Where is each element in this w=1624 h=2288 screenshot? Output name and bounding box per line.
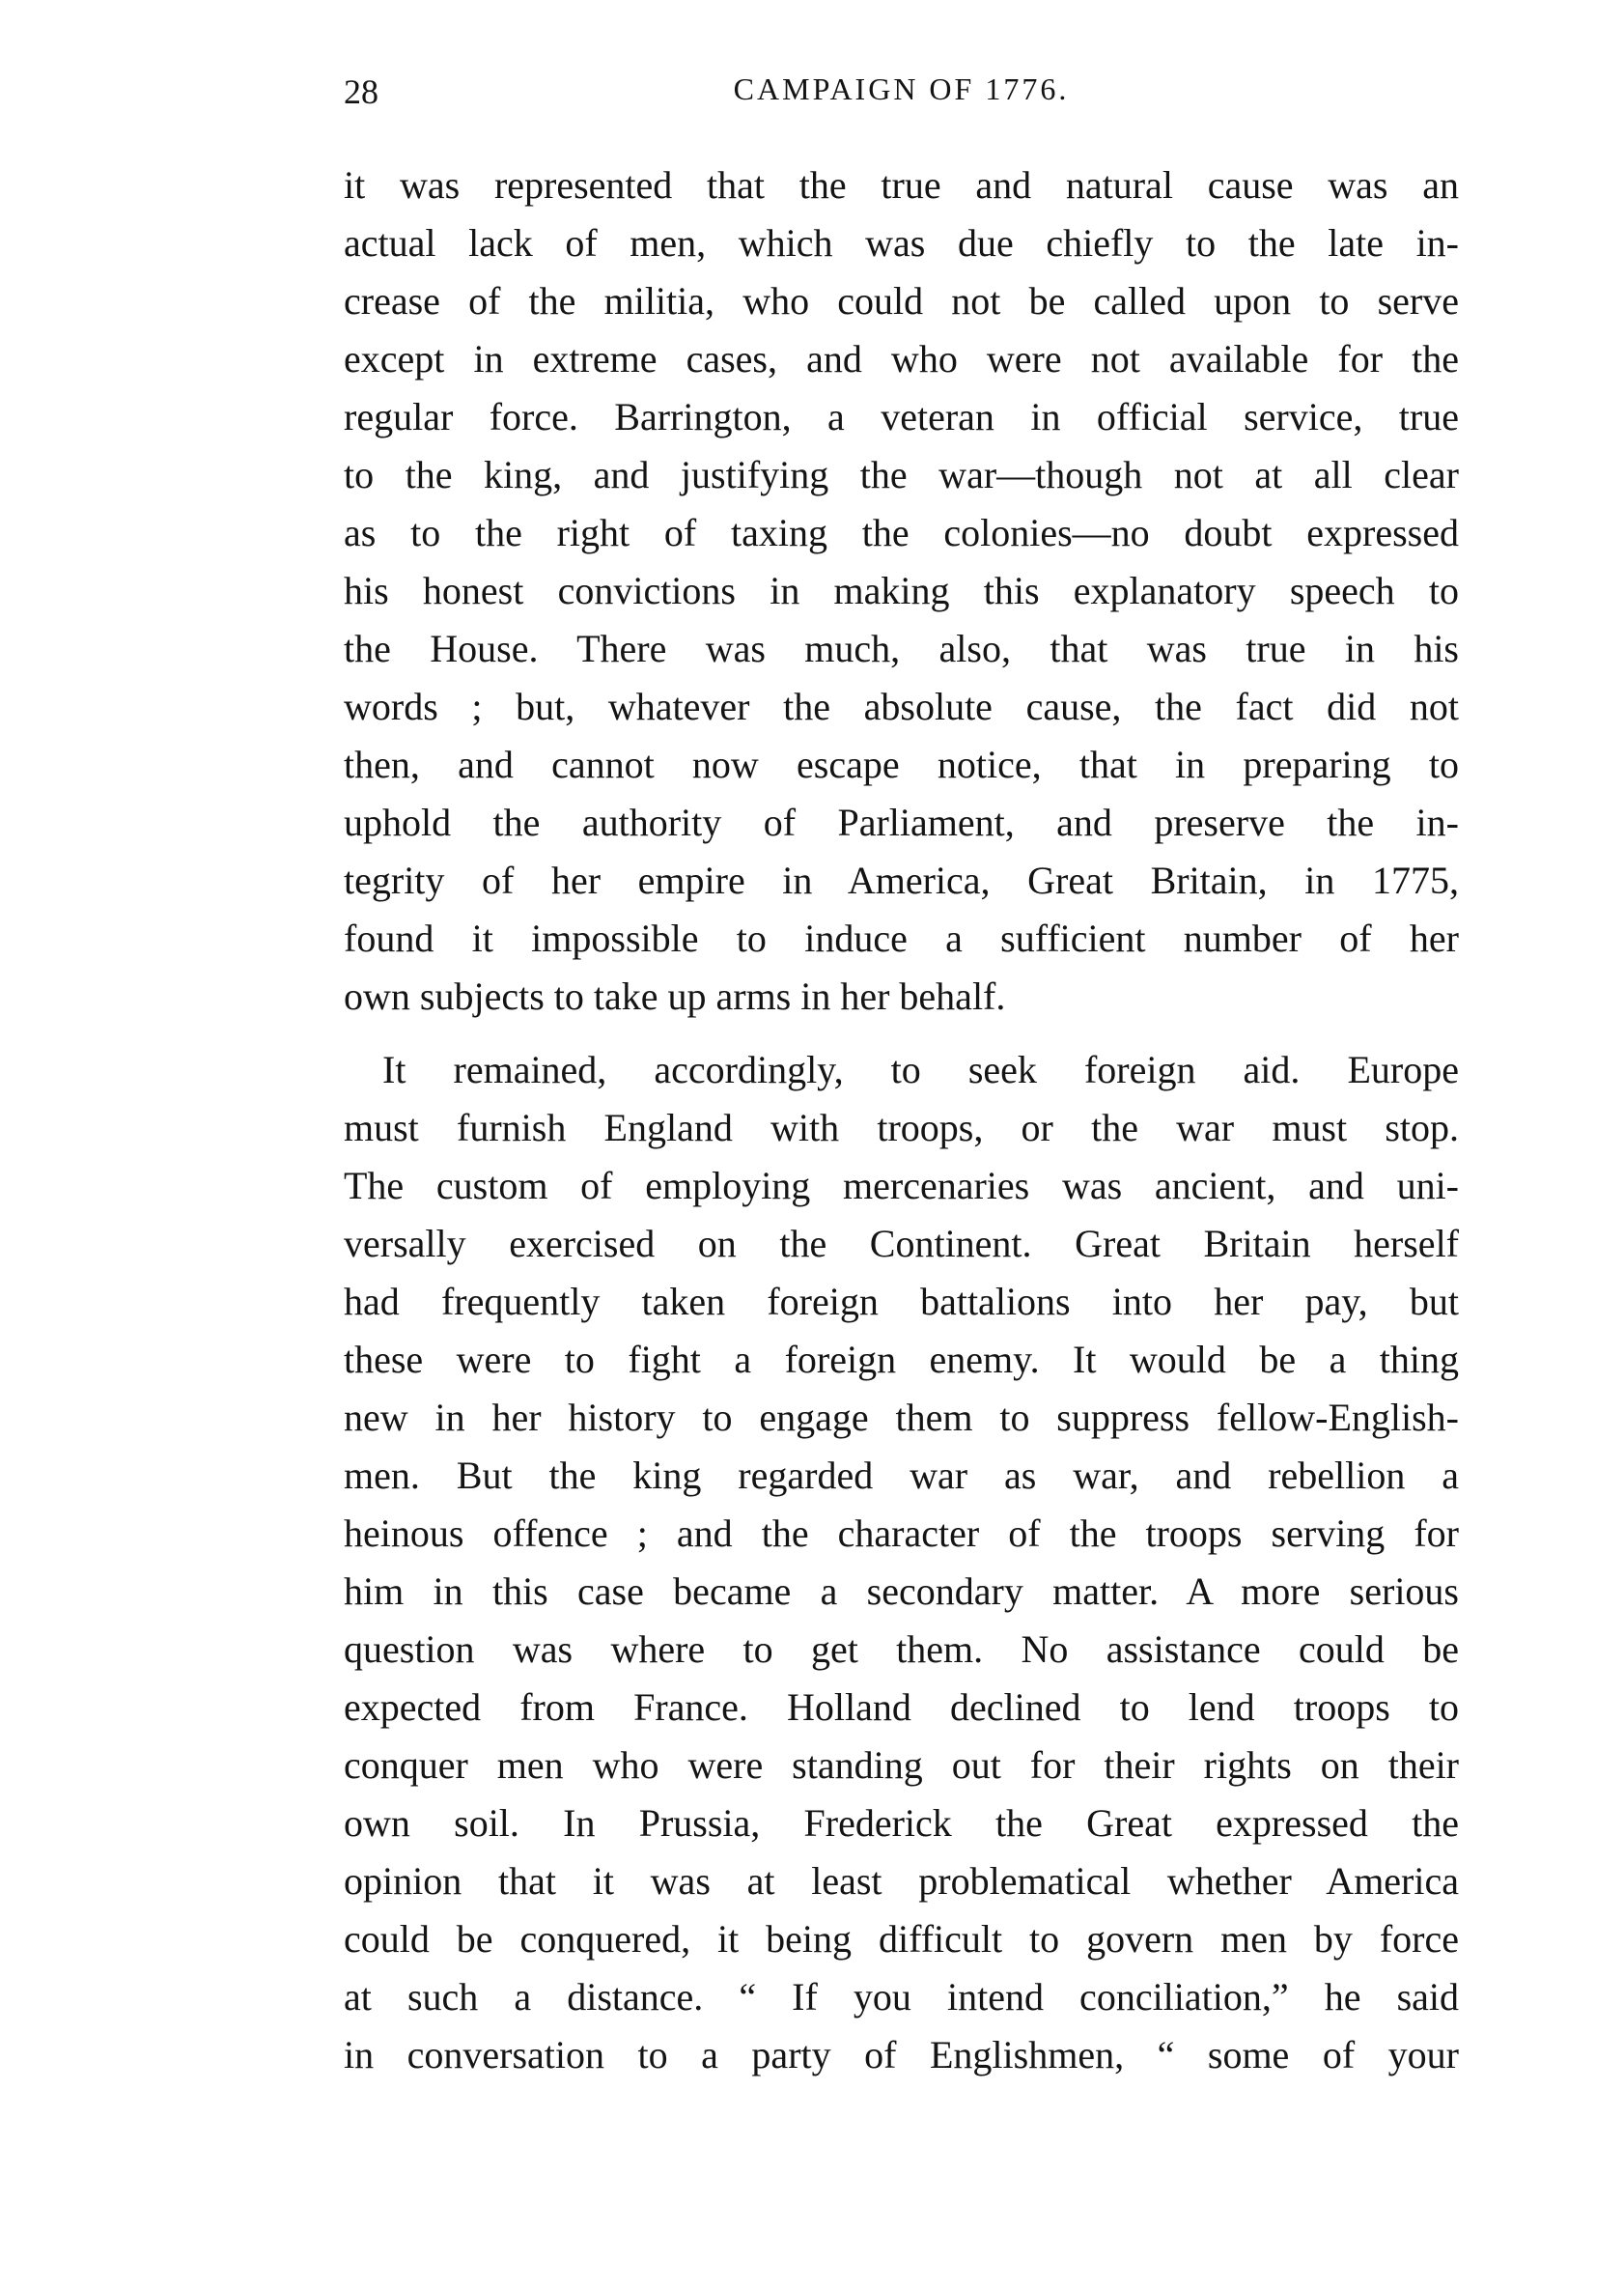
text-line: The custom of employing mercenaries was ancient, and uni-	[344, 1164, 1459, 1207]
text-line: new in her history to engage them to suppress fellow-English-	[344, 1396, 1459, 1439]
text-line: question was where to get them. No assistance could be	[344, 1627, 1459, 1671]
text-line: crease of the militia, who could not be called upon to serve	[344, 279, 1459, 323]
text-line: had frequently taken foreign battalions into her pay, but	[344, 1280, 1459, 1323]
text-line: actual lack of men, which was due chiefly to the late in-	[344, 221, 1459, 265]
text-line: his honest convictions in making this explanatory speech to	[344, 569, 1459, 612]
text-line: expected from France. Holland declined to lend troops to	[344, 1685, 1459, 1729]
text-line: words ; but, whatever the absolute cause, the fact did not	[344, 685, 1459, 728]
text-line: heinous offence ; and the character of the troops serving for	[344, 1511, 1459, 1555]
text-line: own subjects to take up arms in her behalf.	[344, 975, 1006, 1018]
text-line: regular force. Barrington, a veteran in official service, true	[344, 395, 1459, 438]
text-line: opinion that it was at least problematical whether America	[344, 1859, 1459, 1903]
page-number: 28	[344, 72, 378, 111]
text-line: at such a distance. “ If you intend conciliation,” he said	[344, 1975, 1459, 2019]
text-line: in conversation to a party of Englishmen, “ some of your	[344, 2033, 1459, 2076]
text-line: uphold the authority of Parliament, and preserve the in-	[344, 801, 1459, 844]
running-head	[344, 66, 1459, 124]
text-line: except in extreme cases, and who were not available for the	[344, 337, 1459, 381]
text-line: own soil. In Prussia, Frederick the Great expressed the	[344, 1801, 1459, 1845]
text-line: must furnish England with troops, or the war must stop.	[344, 1106, 1459, 1149]
text-line: conquer men who were standing out for their rights on their	[344, 1743, 1459, 1787]
text-line: him in this case became a secondary matter. A more serious	[344, 1569, 1459, 1613]
paragraph-1	[344, 156, 1459, 1026]
text-line: versally exercised on the Continent. Great Britain herself	[344, 1222, 1459, 1265]
text-line: it was represented that the true and natural cause was an	[344, 163, 1459, 207]
text-line: then, and cannot now escape notice, that in preparing to	[344, 743, 1459, 786]
text-line: to the king, and justifying the war—though not at all clear	[344, 453, 1459, 496]
paragraph-2	[344, 1041, 1459, 2084]
text-line: It remained, accordingly, to seek foreign aid. Europe	[382, 1048, 1459, 1091]
text-line: could be conquered, it being difficult to govern men by force	[344, 1917, 1459, 1961]
body-text	[344, 156, 1459, 2084]
text-line: as to the right of taxing the colonies—no doubt expressed	[344, 511, 1459, 554]
text-line: tegrity of her empire in America, Great Britain, in 1775,	[344, 859, 1459, 902]
text-line: these were to fight a foreign enemy. It would be a thing	[344, 1338, 1459, 1381]
paragraph-gap	[344, 1026, 1459, 1041]
text-line: men. But the king regarded war as war, and rebellion a	[344, 1454, 1459, 1497]
text-line: found it impossible to induce a sufficient number of her	[344, 917, 1459, 960]
running-title: CAMPAIGN OF 1776.	[733, 71, 1070, 106]
text-line: the House. There was much, also, that was true in his	[344, 627, 1459, 670]
